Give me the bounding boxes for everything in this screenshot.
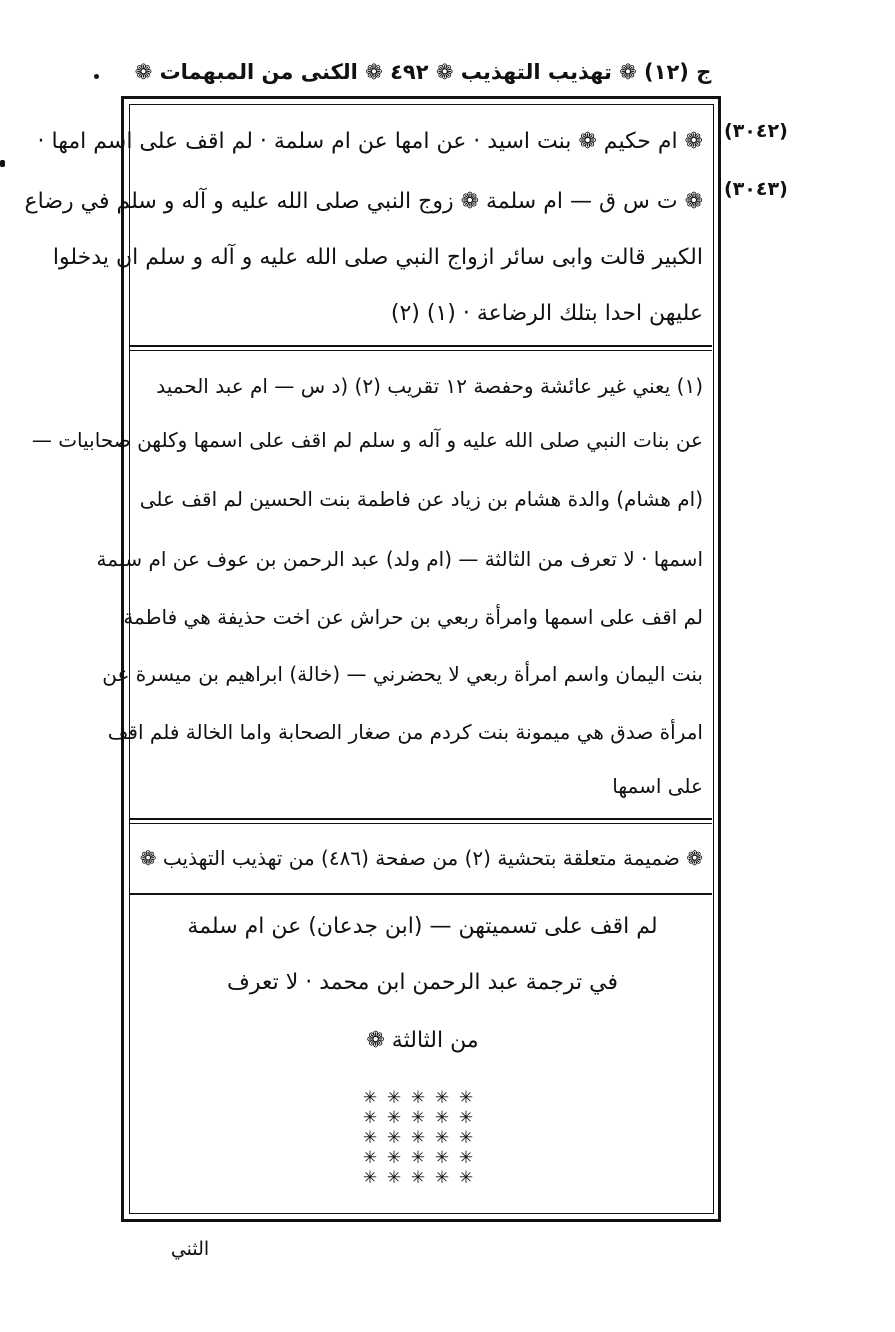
ornament-star-icon: ✳ [410, 1148, 426, 1168]
ornament-block [358, 1088, 478, 1188]
ornament-star-icon: ✳ [410, 1088, 426, 1108]
entry-number: (٣٠٤٣) [724, 178, 788, 200]
entry-text-line: ❁ ام حكيم ❁ بنت اسيد · عن امها عن ام سلمة · لم اقف على اسم امها · [37, 129, 703, 154]
ornament-star-icon: ✳ [434, 1128, 450, 1148]
ornament-star-icon: ✳ [434, 1168, 450, 1188]
ornament-star-icon: ✳ [410, 1128, 426, 1148]
ornament-star-icon: ✳ [386, 1148, 402, 1168]
ornament-star-icon: ✳ [362, 1108, 378, 1128]
ornament-star-icon: ✳ [458, 1108, 474, 1128]
ornament-star-icon: ✳ [458, 1148, 474, 1168]
ornament-star-icon: ✳ [458, 1128, 474, 1148]
ornament-star-icon: ✳ [362, 1088, 378, 1108]
footnote-line: امرأة صدق هي ميمونة بنت كردم من صغار الصحابة واما الخالة فلم اقف [107, 720, 703, 744]
ornament-star-icon: ✳ [410, 1168, 426, 1188]
entry-number: (٣٠٤٢) [724, 120, 788, 142]
supplement-line: من الثالثة ❁ [366, 1028, 479, 1053]
ornament-star-icon: ✳ [458, 1168, 474, 1188]
ornament-star-icon: ✳ [386, 1128, 402, 1148]
supplement-heading-rule [130, 893, 712, 895]
supplement-heading: ❁ ضميمة متعلقة بتحشية (٢) من صفحة (٤٨٦) من تهذيب التهذيب ❁ [139, 846, 703, 870]
ornament-star-icon: ✳ [434, 1088, 450, 1108]
footnote-line: على اسمها [612, 774, 703, 798]
entry-text-line: عليهن احدا بتلك الرضاعة · (١) (٢) [390, 301, 703, 326]
footnote-line: لم اقف على اسمها وامرأة ربعي بن حراش عن اخت حذيفة هي فاطمة [123, 605, 703, 629]
entry-text-line: ❁ ت س ق — ام سلمة ❁ زوج النبي صلى الله عليه و آله و سلم في رضاع [24, 189, 703, 214]
supplement-line: لم اقف على تسميتهن — (ابن جدعان) عن ام سلمة [187, 914, 658, 939]
ornament-star-icon: ✳ [386, 1168, 402, 1188]
footnote-line: (١) يعني غير عائشة وحفصة ١٢ تقريب (٢) (د س — ام عبد الحميد [156, 374, 703, 398]
footnote-rule [130, 345, 712, 351]
ornament-star-icon: ✳ [386, 1108, 402, 1128]
catchword: الثني [170, 1238, 210, 1260]
stray-dot [94, 74, 99, 79]
running-head: ج (١٢) ❁ تهذيب التهذيب ❁ ٤٩٢ ❁ الكنى من المبهمات ❁ [134, 60, 712, 84]
supplement-rule [130, 818, 712, 824]
ornament-star-icon: ✳ [434, 1108, 450, 1128]
footnote-line: بنت اليمان واسم امرأة ربعي لا يحضرني — (خالة) ابراهيم بن ميسرة عن [102, 662, 703, 686]
ornament-star-icon: ✳ [386, 1088, 402, 1108]
ornament-star-icon: ✳ [458, 1088, 474, 1108]
ornament-star-icon: ✳ [434, 1148, 450, 1168]
entry-text-line: الكبير قالت وابى سائر ازواج النبي صلى الله عليه و آله و سلم ان يدخلوا [52, 245, 703, 270]
stray-mark [0, 160, 5, 167]
ornament-star-icon: ✳ [362, 1128, 378, 1148]
ornament-star-icon: ✳ [410, 1108, 426, 1128]
footnote-line: اسمها · لا تعرف من الثالثة — (ام ولد) عبد الرحمن بن عوف عن ام سلمة [96, 547, 703, 571]
footnote-line: عن بنات النبي صلى الله عليه و آله و سلم لم اقف على اسمها وكلهن صحابيات — [31, 428, 703, 452]
ornament-star-icon: ✳ [362, 1148, 378, 1168]
ornament-star-icon: ✳ [362, 1168, 378, 1188]
footnote-line: (ام هشام) والدة هشام بن زياد عن فاطمة بنت الحسين لم اقف على [139, 487, 703, 511]
supplement-line: في ترجمة عبد الرحمن ابن محمد · لا تعرف [227, 970, 618, 995]
